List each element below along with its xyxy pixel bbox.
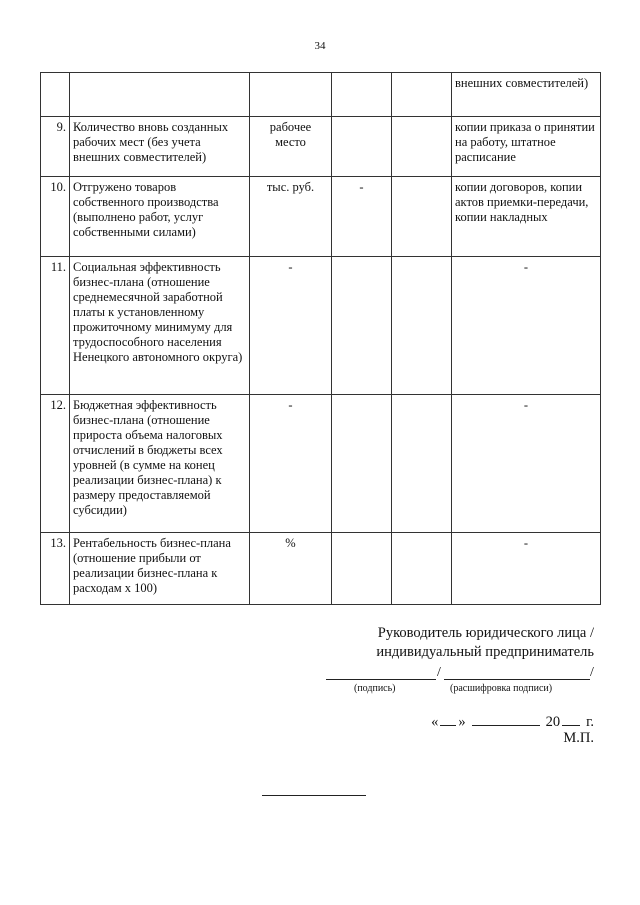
signature-block (376, 624, 594, 662)
cell-indicator: Отгружено товаров собственного производства (выполнено работ, услуг собственными силами) (70, 177, 250, 257)
table-row-continuation (41, 73, 601, 117)
cell-col4 (332, 73, 392, 117)
cell-unit: рабочее место (250, 117, 332, 177)
indicators-table (40, 72, 601, 605)
cell-num: 12. (41, 395, 70, 533)
date-line (431, 712, 594, 731)
cell-unit: - (250, 257, 332, 395)
signature-title-line-1: Руководитель юридического лица / (377, 625, 594, 641)
cell-unit (250, 73, 332, 117)
cell-indicator: Социальная эффективность бизнес-плана (отношение среднемесячной заработной платы к установленному прожиточному минимуму для трудоспособного населения Ненецкого автономного округа) (70, 257, 250, 395)
table-row (41, 117, 601, 177)
cell-col5 (392, 177, 452, 257)
end-divider (262, 795, 366, 796)
signature-separator: / (437, 665, 441, 680)
cell-num: 9. (41, 117, 70, 177)
cell-num: 11. (41, 257, 70, 395)
cell-indicator: Бюджетная эффективность бизнес-плана (отношение прироста объема налоговых отчислений в бюджеты всех уровней (в сумме на конец реализации бизнес-плана) к размеру предоставляемой субсидии) (70, 395, 250, 533)
cell-unit: % (250, 533, 332, 605)
signature-decoding-blank (444, 679, 590, 680)
cell-col5 (392, 533, 452, 605)
page-number: 34 (314, 40, 326, 52)
cell-indicator (70, 73, 250, 117)
cell-unit: - (250, 395, 332, 533)
date-month-blank (472, 712, 540, 726)
cell-col5 (392, 73, 452, 117)
stamp-place: М.П. (563, 730, 594, 746)
date-close-quote: » (458, 714, 466, 730)
cell-col4 (332, 257, 392, 395)
date-year-prefix: 20 (545, 714, 561, 730)
cell-col4 (332, 395, 392, 533)
cell-col4 (332, 533, 392, 605)
cell-col5 (392, 117, 452, 177)
table-row (41, 257, 601, 395)
cell-docs: - (452, 395, 601, 533)
cell-docs: копии договоров, копии актов приемки-передачи, копии накладных (452, 177, 601, 257)
signature-blank (326, 679, 436, 680)
cell-docs: - (452, 533, 601, 605)
signature-decoding-label: (расшифровка подписи) (450, 683, 553, 694)
signature-label: (подпись) (354, 683, 396, 694)
date-open-quote: « (431, 714, 439, 730)
cell-col4 (332, 117, 392, 177)
cell-col5 (392, 395, 452, 533)
cell-num (41, 73, 70, 117)
signature-title-line-2: индивидуальный предприниматель (376, 644, 594, 660)
cell-indicator: Рентабельность бизнес-плана (отношение прибыли от реализации бизнес-плана к расходам х 100) (70, 533, 250, 605)
cell-num: 10. (41, 177, 70, 257)
date-year-suffix: г. (586, 714, 594, 730)
table-row (41, 177, 601, 257)
cell-docs: копии приказа о принятии на работу, штатное расписание (452, 117, 601, 177)
date-year-blank (562, 712, 580, 726)
cell-num: 13. (41, 533, 70, 605)
date-day-blank (440, 712, 456, 726)
cell-col4: - (332, 177, 392, 257)
cell-indicator: Количество вновь созданных рабочих мест (без учета внешних совместителей) (70, 117, 250, 177)
cell-docs: внешних совместителей) (452, 73, 601, 117)
cell-docs: - (452, 257, 601, 395)
signature-separator-end: / (590, 665, 594, 680)
cell-unit: тыс. руб. (250, 177, 332, 257)
signature-lines (326, 661, 600, 701)
table-row (41, 533, 601, 605)
cell-col5 (392, 257, 452, 395)
table-row (41, 395, 601, 533)
